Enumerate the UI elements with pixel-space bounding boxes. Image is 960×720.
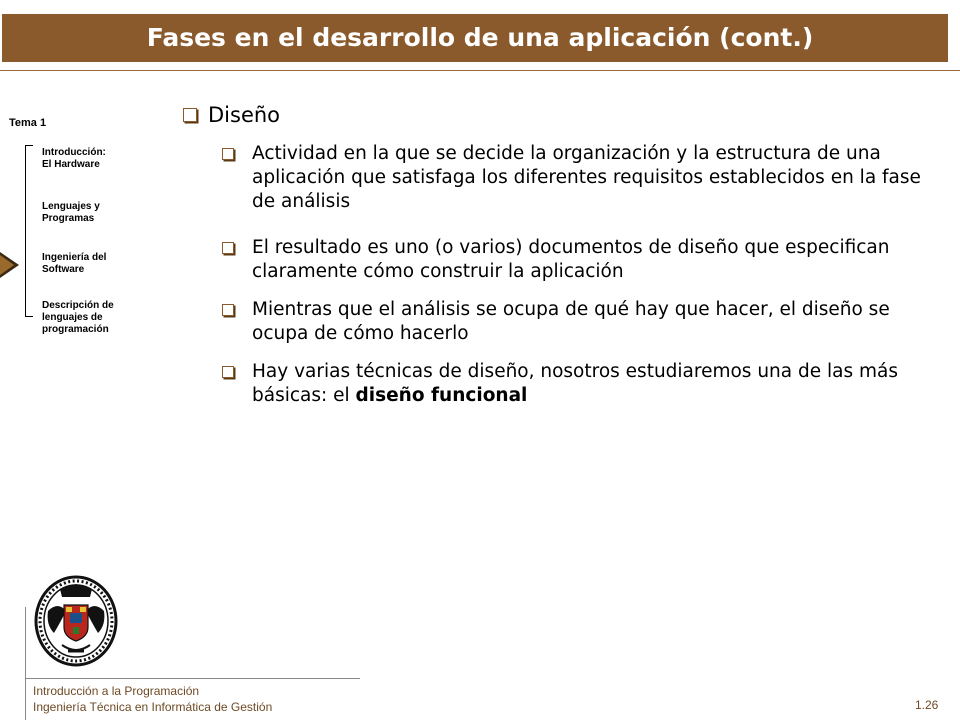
bullet-text: El resultado es uno (o varios) documentos de diseño que especifican claramente cómo construir la aplicación: [252, 237, 890, 282]
bullet-point: [222, 142, 942, 214]
sidebar-vertical-line: [25, 145, 26, 317]
square-bullet-icon: [222, 366, 234, 378]
title-underline: [0, 70, 960, 71]
sidebar-item-label: lenguajes de: [42, 312, 103, 323]
sidebar-item-label: Lenguajes y: [42, 201, 100, 212]
bullet-text-bold: diseño funcional: [355, 385, 528, 406]
sidebar-item-lenguajes[interactable]: [42, 201, 142, 225]
bullet-text-plain: Hay varias técnicas de diseño, nosotros estudiaremos una de las más básicas: el: [252, 361, 898, 406]
bullet-text: Mientras que el análisis se ocupa de qué hay que hacer, el diseño se ocupa de cómo hacerlo: [252, 299, 890, 344]
sidebar-item-ingenieria[interactable]: [42, 252, 142, 276]
section-heading-text: Diseño: [208, 103, 281, 127]
sidebar-item-label: programación: [42, 324, 109, 335]
footer-horizontal-line: [25, 678, 360, 679]
sidebar-item-label: Ingeniería del: [42, 252, 107, 263]
slide-title: Fases en el desarrollo de una aplicación (cont.): [146, 23, 814, 52]
square-bullet-icon: [222, 148, 234, 160]
page-number: 1.26: [915, 698, 939, 712]
university-seal: [34, 575, 118, 667]
bullet-text: Actividad en la que se decide la organización y la estructura de una aplicación que satisfaga los diferentes requisitos establecidos en la fase de análisis: [252, 143, 921, 212]
sidebar-section-title: Tema 1: [9, 117, 47, 129]
sidebar-item-label: Descripción de: [42, 300, 114, 311]
bullet-point: [222, 298, 942, 346]
sidebar-item-label: Software: [42, 264, 85, 275]
square-bullet-icon: [222, 242, 234, 254]
sidebar-item-hardware[interactable]: [42, 147, 142, 171]
bullet-point: [222, 236, 942, 284]
current-section-arrow-fill: [0, 255, 14, 275]
sidebar-item-descripcion[interactable]: [42, 300, 142, 336]
square-bullet-icon: [222, 304, 234, 316]
sidebar-item-label: Programas: [42, 213, 95, 224]
footer-degree: Ingeniería Técnica en Informática de Gestión: [33, 700, 273, 714]
bullet-text: [252, 360, 942, 408]
sidebar-tick: [25, 145, 33, 146]
footer-course: Introducción a la Programación: [33, 684, 200, 698]
bullet-point: [222, 360, 942, 408]
square-bullet-icon: [183, 108, 197, 122]
footer-vertical-line: [25, 607, 26, 720]
sidebar-tick: [25, 316, 33, 317]
section-heading: [183, 103, 280, 127]
sidebar-item-label: El Hardware: [42, 159, 100, 170]
sidebar-item-label: Introducción:: [42, 147, 106, 158]
